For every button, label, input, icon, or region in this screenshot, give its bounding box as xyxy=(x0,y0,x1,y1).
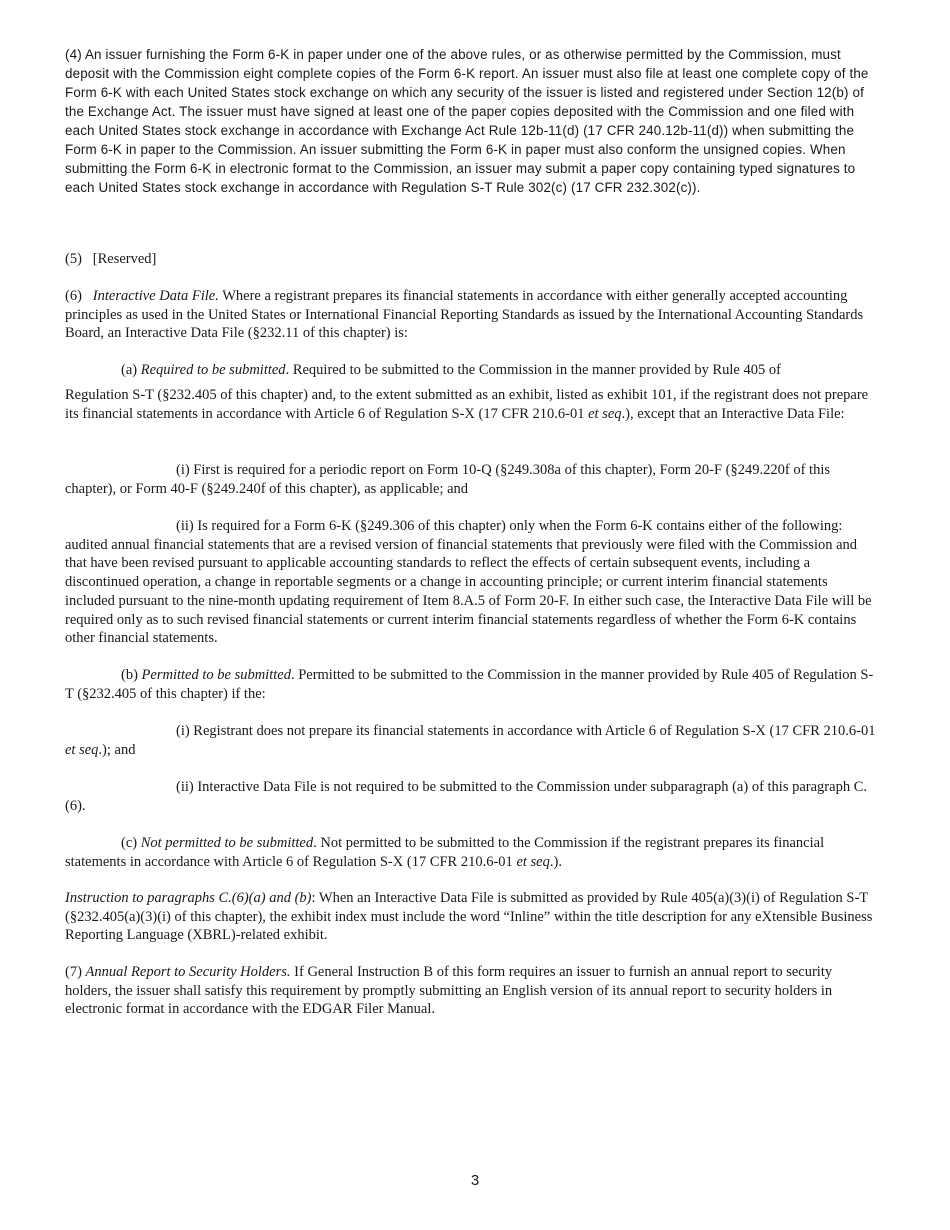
paragraph-6a-label: (a) xyxy=(121,362,141,378)
paragraph-6-title: Interactive Data File. xyxy=(92,288,219,304)
paragraph-6c-body: . Not permitted to be submitted to the Commission if the registrant prepares its financial statements in accordance with Article 6 of Regulation S-X (17 CFR 210.6-01 xyxy=(65,835,825,870)
paragraph-6b-i-et-seq: et seq xyxy=(65,741,99,758)
paragraph-6c-title: Not permitted to be submitted xyxy=(140,835,314,851)
instruction-title: Instruction to paragraphs C.(6)(a) and (b) xyxy=(65,890,312,906)
paragraph-6b-title: Permitted to be submitted xyxy=(141,667,291,683)
paragraph-6a-continued xyxy=(65,386,880,423)
instruction-paragraph xyxy=(65,889,880,945)
paragraph-6b-ii-text: (ii) Interactive Data File is not required to be submitted to the Commission under subparagraph (a) of this paragraph C.(6). xyxy=(65,779,867,814)
paragraph-6a-ii-text: (ii) Is required for a Form 6-K (§249.306 of this chapter) only when the Form 6-K contains either of the following: audited annual financial statements that are a revised version of financial statements that previously were filed with the Commission and that have been revised pursuant to applicable accounting standards to reflect the effects of certain subsequent events, including a discontinued operation, a change in reportable segments or a change in accounting principle; or current interim financial statements included pursuant to the nine-month updating requirement of Item 8.A.5 of Form 20-F. In either such case, the Interactive Data File will be required only as to such revised financial statements or current interim financial statements regardless of whether the Form 6-K contains other financial statements. xyxy=(65,518,872,647)
paragraph-6b-i-tail: .); and xyxy=(98,741,136,758)
paragraph-7-title: Annual Report to Security Holders. xyxy=(85,964,291,980)
paragraph-6a-et-seq: et seq xyxy=(588,405,622,422)
paragraph-6b-i-body: (i) Registrant does not prepare its financial statements in accordance with Article 6 of Regulation S-X (17 CFR 210.6-01 xyxy=(176,723,876,739)
instruction-body: : When an Interactive Data File is submitted as provided by Rule 405(a)(3)(i) of Regulation S-T (§232.405(a)(3)(i) of this chapter), the exhibit index must include the word “Inline” within the title description for any eXtensible Business Reporting Language (XBRL)-related exhibit. xyxy=(65,890,873,944)
paragraph-6a-continued-body: Regulation S-T (§232.405 of this chapter) and, to the extent submitted as an exhibit, listed as exhibit 101, if the registrant does not prepare its financial statements in accordance with Article 6 of Regulation S-X (17 CFR 210.6-01 xyxy=(65,387,869,422)
paragraph-6b-label: (b) xyxy=(121,667,142,683)
paragraph-6-number: (6) xyxy=(65,288,93,304)
paragraph-7-number: (7) xyxy=(65,964,86,980)
paragraph-6a-ii xyxy=(65,517,880,648)
paragraph-5-text: (5) [Reserved] xyxy=(65,251,157,267)
paragraph-6b-body: . Permitted to be submitted to the Commission in the manner provided by Rule 405 of Regulation S-T (§232.405 of this chapter) if the: xyxy=(65,667,874,702)
paragraph-6a-body: . Required to be submitted to the Commission in the manner provided by Rule 405 of xyxy=(285,362,781,378)
paragraph-6b-ii xyxy=(65,778,880,815)
paragraph-6c-tail: .). xyxy=(549,853,562,870)
paragraph-6b-i xyxy=(65,722,880,759)
paragraph-4 xyxy=(65,45,880,197)
paragraph-6a-lead xyxy=(65,361,880,380)
paragraph-6a-title: Required to be submitted xyxy=(140,362,286,378)
paragraph-7 xyxy=(65,963,880,1019)
paragraph-6a-i xyxy=(65,461,880,498)
paragraph-6c-label: (c) xyxy=(121,835,141,851)
paragraph-5 xyxy=(65,250,880,269)
paragraph-6a-continued-tail: .), except that an Interactive Data File: xyxy=(621,405,845,422)
paragraph-6b xyxy=(65,666,880,703)
paragraph-6-body: Where a registrant prepares its financial statements in accordance with either generally accepted accounting principles as used in the United States or International Financial Reporting Standards as issued by the International Accounting Standards Board, an Interactive Data File (§232.11 of this chapter) is: xyxy=(65,288,864,342)
paragraph-6a-i-text: (i) First is required for a periodic report on Form 10-Q (§249.308a of this chapter), Form 20-F (§249.220f of this chapter), or Form 40-F (§249.240f of this chapter), as applicable; and xyxy=(65,462,830,497)
paragraph-6 xyxy=(65,287,880,343)
paragraph-6c xyxy=(65,834,880,871)
paragraph-6c-et-seq: et seq xyxy=(516,853,550,870)
page-number: 3 xyxy=(470,1172,480,1189)
paragraph-7-body: If General Instruction B of this form requires an issuer to furnish an annual report to security holders, the issuer shall satisfy this requirement by promptly submitting an English version of its annual report to security holders in electronic format in accordance with the EDGAR Filer Manual. xyxy=(65,964,833,1018)
paragraph-4-text: (4) An issuer furnishing the Form 6-K in paper under one of the above rules, or as otherwise permitted by the Commission, must deposit with the Commission eight complete copies of the Form 6-K report. An issuer must also file at least one complete copy of the Form 6-K with each United States stock exchange on which any security of the issuer is listed and registered under Section 12(b) of the Exchange Act. The issuer must have signed at least one of the paper copies deposited with the Commission and one filed with each United States stock exchange in accordance with Exchange Act Rule 12b-11(d) (17 CFR 240.12b-11(d)) when submitting the Form 6-K in paper to the Commission. An issuer submitting the Form 6-K in paper must also conform the unsigned copies. When submitting the Form 6-K in electronic format to the Commission, an issuer may submit a paper copy containing typed signatures to each United States stock exchange in accordance with Regulation S-T Rule 302(c) (17 CFR 232.302(c)). xyxy=(65,47,869,195)
